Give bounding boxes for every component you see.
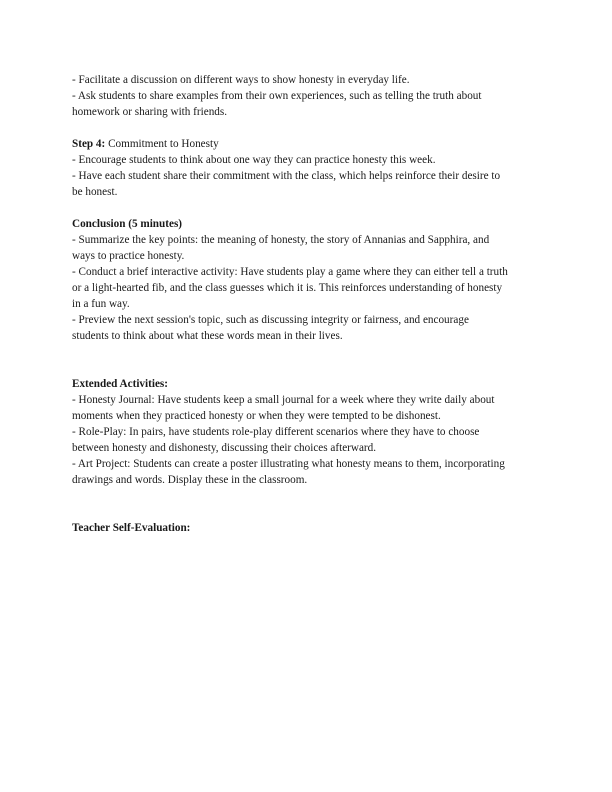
step4-heading (72, 136, 544, 152)
intro-line: - Facilitate a discussion on different ways to show honesty in everyday life. (72, 74, 410, 86)
section-spacer (72, 344, 544, 376)
conclusion-line: students to think about what these words mean in their lives. (72, 330, 343, 342)
conclusion-line: - Conduct a brief interactive activity: Have students play a game where they can either tell a truth (72, 266, 508, 278)
intro-line: homework or sharing with friends. (72, 106, 228, 118)
step4-title: Commitment to Honesty (105, 138, 219, 150)
section-spacer (72, 488, 544, 520)
section-spacer (72, 200, 544, 216)
conclusion-line: - Summarize the key points: the meaning of honesty, the story of Annanias and Sapphira, and (72, 234, 490, 246)
section-spacer (72, 120, 544, 136)
conclusion-heading: Conclusion (5 minutes) (72, 218, 183, 230)
conclusion-line: or a light-hearted fib, and the class guesses which it is. This reinforces understanding of honesty (72, 282, 503, 294)
conclusion-line: ways to practice honesty. (72, 250, 185, 262)
conclusion-line: in a fun way. (72, 298, 130, 310)
extended-line: drawings and words. Display these in the classroom. (72, 474, 308, 486)
step4-line: - Have each student share their commitment with the class, which helps reinforce their desire to (72, 170, 501, 182)
intro-line: - Ask students to share examples from their own experiences, such as telling the truth about (72, 90, 482, 102)
conclusion-line: - Preview the next session's topic, such as discussing integrity or fairness, and encourage (72, 314, 469, 326)
evaluation-section (72, 520, 544, 536)
evaluation-heading: Teacher Self-Evaluation: (72, 522, 191, 534)
step4-label: Step 4: (72, 138, 106, 150)
step4-section (72, 136, 544, 200)
extended-section (72, 376, 544, 488)
extended-line: moments when they practiced honesty or when they were tempted to be dishonest. (72, 410, 441, 422)
extended-line: between honesty and dishonesty, discussing their choices afterward. (72, 442, 377, 454)
document-page (72, 72, 544, 536)
step4-line: - Encourage students to think about one way they can practice honesty this week. (72, 154, 436, 166)
extended-line: - Art Project: Students can create a poster illustrating what honesty means to them, incorporating (72, 458, 505, 470)
intro-section (72, 72, 544, 120)
step4-line: be honest. (72, 186, 118, 198)
extended-line: - Role-Play: In pairs, have students role-play different scenarios where they have to choose (72, 426, 480, 438)
conclusion-section (72, 216, 544, 344)
extended-line: - Honesty Journal: Have students keep a small journal for a week where they write daily about (72, 394, 495, 406)
extended-heading: Extended Activities: (72, 378, 169, 390)
